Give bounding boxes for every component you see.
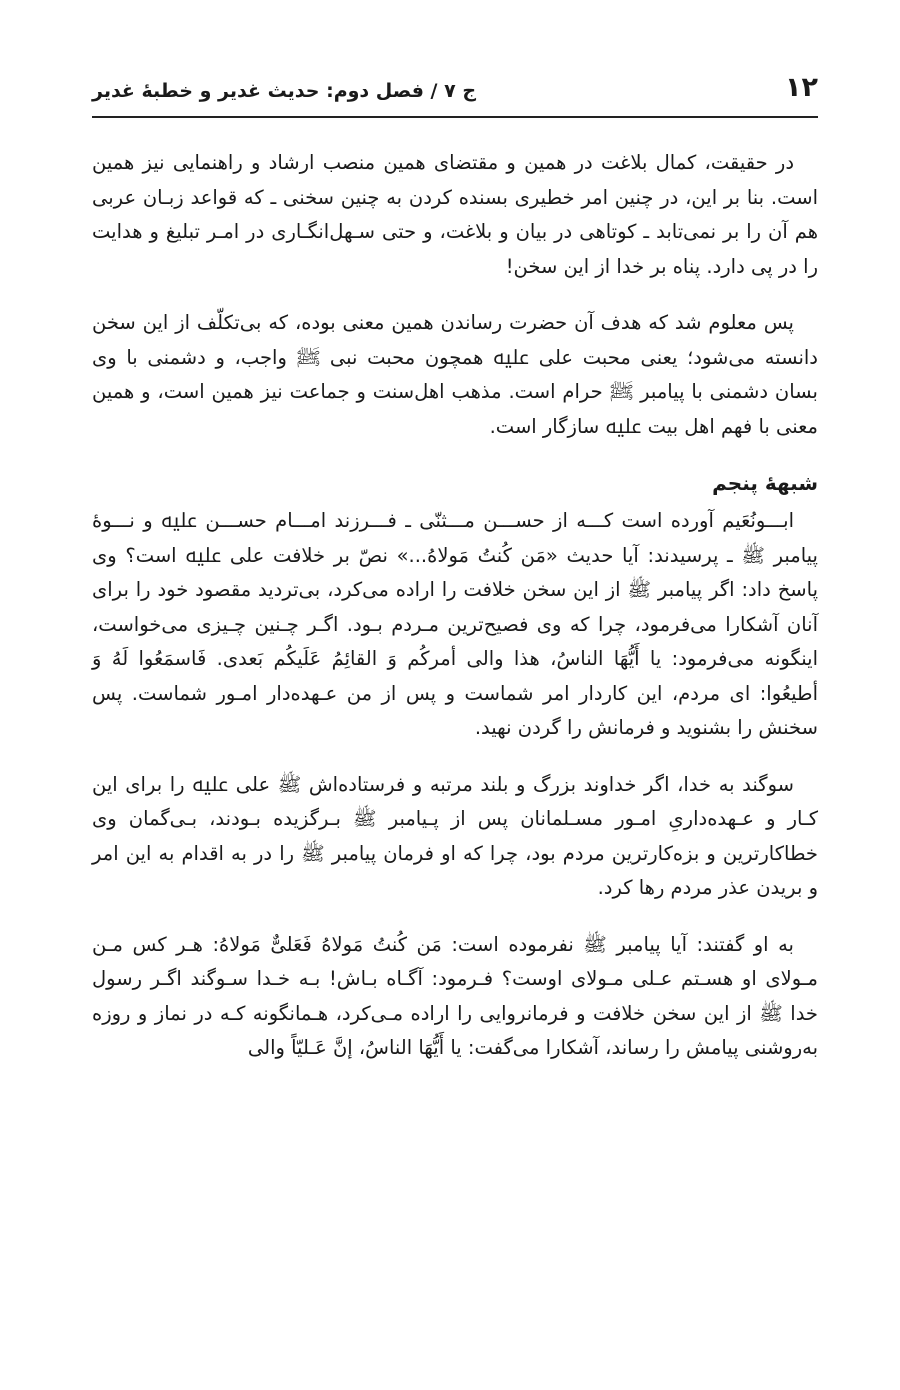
paragraph-1: در حقیقت، کمال بلاغت در همین و مقتضای همین منصب ارشاد و راهنمایی نیز همین است. بنا بر این، در چنین امر خطیری بسنده کردن به چنین سخنی ـ که قواعد زبـان عربی هم آن را بر نمی‌تابد ـ کوتاهی در بیان و بلاغت، و حتی سـهل‌انگـاری در امـر تبلیغ و هدایت را در پی دارد. پناه بر خدا از این سخن! [92, 151, 818, 278]
section-paragraph-3: به او گفتند: آیا پیامبر ﷺ نفرموده است: مَن کُنتُ مَولاهُ فَعَلیٌّ مَولاهُ: هـر کس مـن مـولای او هسـتم عـلی مـولای اوست؟ فـرمود: آگـاه بـاش! بـه خـدا سـوگند اگـر رسول خدا ﷺ از این سخن خلافت و فرمانروایی را اراده مـی‌کرد، هـمانگونه کـه در نماز و روزه به‌روشنی پیامش را رساند، آشکارا می‌گفت: یا أَیُّهَا الناسُ، إنَّ عَـلیّاً والی [92, 932, 818, 1059]
page-header [92, 70, 818, 118]
page-number: ۱۲ [785, 72, 818, 103]
book-page [92, 0, 818, 1390]
body-text [92, 146, 818, 1088]
running-head: ج ۷ / فصل دوم: حدیث غدیر و خطبهٔ غدیر [92, 80, 477, 102]
section-paragraph-1: ابـــونُعَیم آورده است کـــه از حســـن مـــثنّی ـ فـــرزند امـــام حســـن ﷷ و نـــوهٔ پیامبر ﷺ ـ پرسیدند: آیا حدیث «مَن کُنتُ مَولاهُ...» نصّ بر خلافت علی ﷷ است؟ وی پاسخ داد: اگر پیامبر ﷺ از این سخن خلافت را اراده می‌کرد، بی‌تردید مقصود خود را برای آنان آشکارا می‌فرمود، چرا که وی فصیح‌ترین مـردم بـود. اگـر چـنین چـیزی می‌خواست، اینگونه می‌فرمود: یا أَیُّهَا الناسُ، هذا والی أمرکُم وَ القائِمُ عَلَیکُم بَعدی. فَاسمَعُوا لَهُ وَ أطیعُوا: ای مردم، این کاردار امر شماست و پس از من عـهده‌دار امـور شماست. پس سخنش را بشنوید و فرمانش را گردن نهید. [92, 509, 818, 739]
paragraph-2: پس معلوم شد که هدف آن حضرت رساندن همین معنی بوده، که بی‌تکلّف از این سخن دانسته می‌شود؛ یعنی محبت علی ﷷ همچون محبت نبی ﷺ واجب، و دشمنی با وی بسان دشمنی با پیامبر ﷺ حرام است. مذهب اهل‌سنت و جماعت نیز همین است، و همین معنی با فهم اهل بیت ﷷ سازگار است. [92, 311, 818, 438]
section-paragraph-2: سوگند به خدا، اگر خداوند بزرگ و بلند مرتبه و فرستاده‌اش ﷺ علی ﷷ را برای این کـار و عـهده‌داریِ امـور مسـلمانان پس از پـیامبر ﷺ بـرگزیده بـودند، بـی‌گمان وی خطاکارترین و بزه‌کارترین مردم بود، چرا که او فرمان پیامبر ﷺ را در به اقدام به این امر و بریدن عذر مردم رها کرد. [92, 772, 818, 899]
section-heading: شبههٔ پنجم [712, 471, 818, 495]
